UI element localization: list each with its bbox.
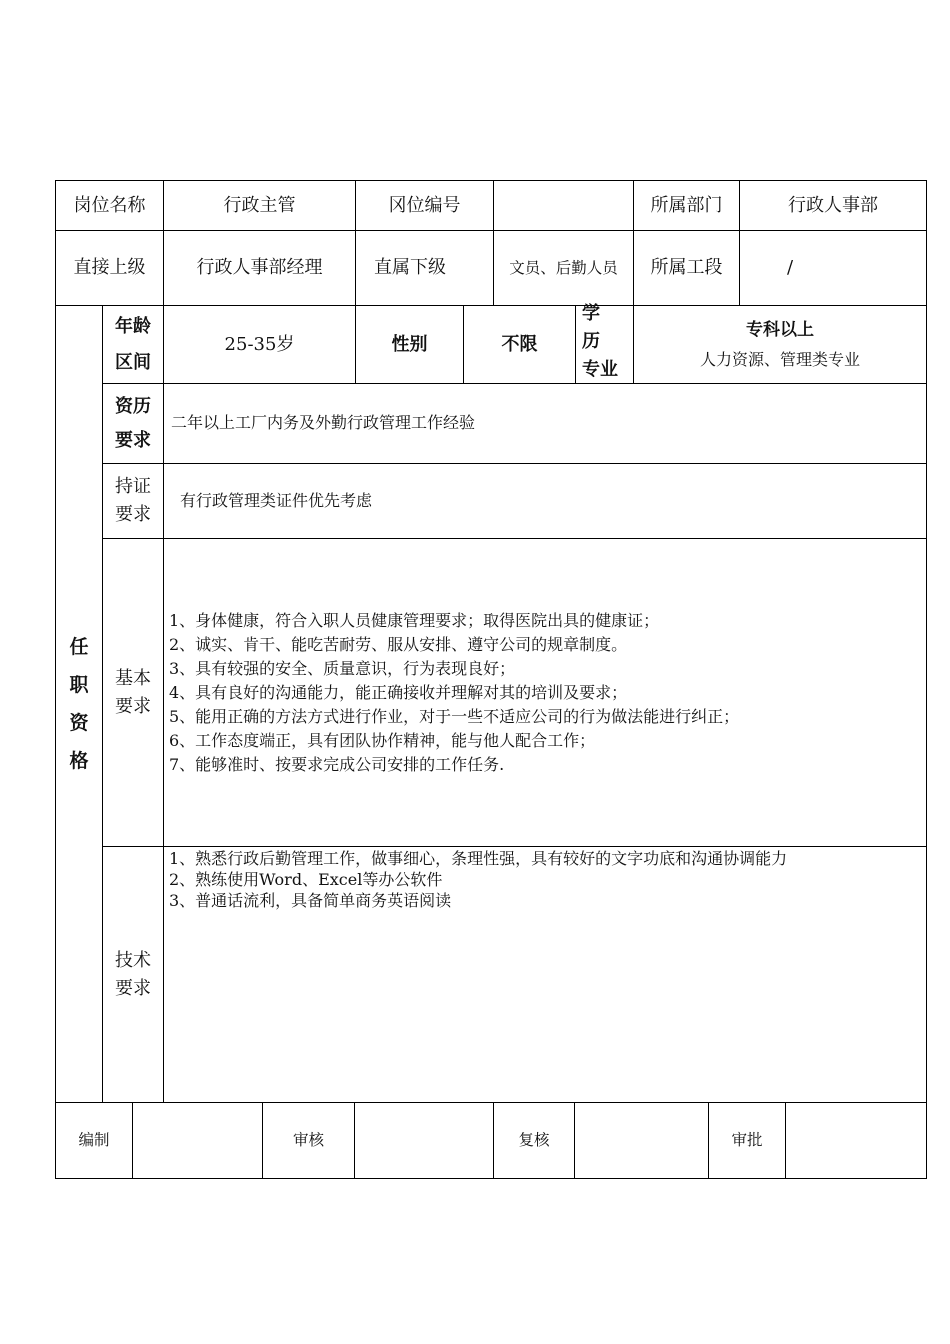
education-label-line: 专业 (582, 359, 618, 380)
subordinate-label: 直属下级 (374, 257, 446, 279)
basic-label-line: 基本 (115, 667, 151, 689)
row-divider (102, 846, 927, 847)
education-value (634, 306, 926, 383)
gender-label: 性别 (391, 333, 428, 355)
position-name-label: 岗位名称 (73, 194, 146, 216)
experience-value: 二年以上工厂内务及外勤行政管理工作经验 (171, 413, 476, 433)
certificate-label (103, 464, 163, 538)
section-label: 所属工段 (650, 257, 723, 279)
recheck-label: 复核 (518, 1131, 550, 1150)
group-label-char: 格 (69, 750, 89, 772)
approve-label: 审批 (731, 1131, 763, 1150)
compile-label: 编制 (78, 1131, 110, 1150)
superior-value: 行政人事部经理 (196, 257, 323, 279)
compile-signature-field[interactable] (133, 1103, 262, 1178)
section-value: / (786, 257, 794, 279)
table-border-right (926, 180, 927, 1179)
position-code-value[interactable] (494, 181, 633, 230)
group-label-char: 资 (69, 712, 89, 734)
tech-requirements-label (103, 847, 163, 1102)
department-value: 行政人事部 (788, 194, 878, 216)
list-item: 5、能用正确的方法方式进行作业，对于一些不适应公司的行为做法能进行纠正； (169, 707, 740, 726)
basic-label-line: 要求 (115, 695, 151, 717)
list-item: 3、具有较强的安全、质量意识，行为表现良好； (169, 659, 516, 678)
certificate-value: 有行政管理类证件优先考虑 (180, 490, 373, 510)
education-label-line: 历 (582, 331, 600, 352)
list-item: 4、具有良好的沟通能力，能正确接收并理解对其的培训及要求； (169, 683, 628, 702)
tech-label-line: 技术 (115, 949, 151, 971)
table-border-bottom (55, 1178, 927, 1179)
education-major: 人力资源、管理类专业 (699, 349, 860, 369)
qualification-group-label (56, 306, 102, 1102)
basic-requirements-label (103, 539, 163, 846)
list-item: 2、诚实、肯干、能吃苦耐劳、服从安排、遵守公司的规章制度。 (169, 635, 628, 654)
col-divider (575, 305, 576, 383)
gender-value: 不限 (501, 333, 538, 355)
list-item: 7、能够准时、按要求完成公司安排的工作任务. (169, 755, 505, 774)
list-item: 1、熟悉行政后勤管理工作，做事细心，条理性强，具有较好的文字功底和沟通协调能力 (169, 849, 788, 868)
recheck-signature-field[interactable] (575, 1103, 708, 1178)
review-label: 审核 (292, 1131, 324, 1150)
list-item: 1、身体健康，符合入职人员健康管理要求；取得医院出具的健康证； (169, 611, 660, 630)
review-signature-field[interactable] (355, 1103, 493, 1178)
superior-label: 直接上级 (73, 257, 146, 279)
row-divider (102, 538, 927, 539)
experience-label-line: 资历 (115, 395, 151, 417)
age-label-line: 年龄 (115, 315, 151, 337)
tech-requirements-list (169, 848, 921, 911)
list-item: 3、普通话流利，具备简单商务英语阅读 (169, 891, 452, 910)
tech-label-line: 要求 (115, 977, 151, 999)
age-value: 25-35岁 (224, 333, 295, 355)
list-item: 6、工作态度端正，具有团队协作精神，能与他人配合工作； (169, 731, 596, 750)
age-label (103, 306, 163, 383)
position-name-value: 行政主管 (223, 194, 296, 216)
group-label-char: 任 (69, 636, 89, 658)
experience-label (103, 384, 163, 463)
list-item: 2、熟练使用Word、Excel等办公软件 (169, 870, 443, 889)
education-level: 专科以上 (746, 319, 814, 340)
col-divider (163, 305, 164, 1102)
experience-label-line: 要求 (115, 429, 151, 451)
education-label (582, 300, 633, 390)
basic-requirements-list (169, 609, 921, 777)
education-label-line: 学 (582, 303, 600, 324)
certificate-label-line: 持证 (115, 476, 151, 497)
group-label-char: 职 (69, 674, 89, 696)
department-label: 所属部门 (650, 194, 723, 216)
approve-signature-field[interactable] (786, 1103, 926, 1178)
age-label-line: 区间 (115, 351, 151, 373)
subordinate-value: 文员、后勤人员 (509, 258, 618, 277)
position-code-label: 冈位编号 (388, 194, 461, 216)
certificate-label-line: 要求 (115, 504, 151, 525)
